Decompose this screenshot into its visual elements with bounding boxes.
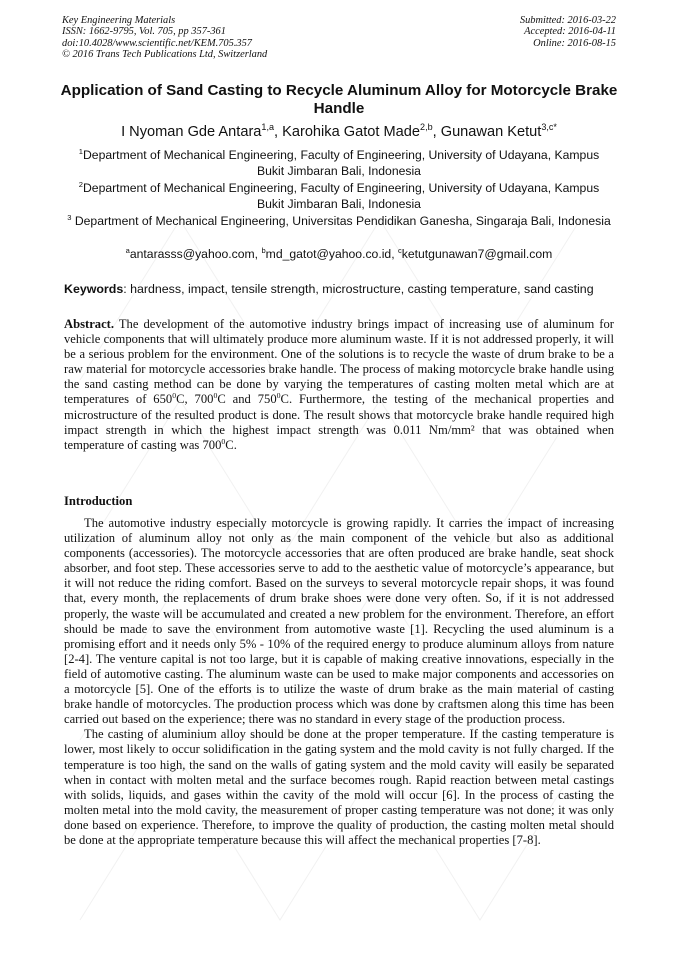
copyright-line: © 2016 Trans Tech Publications Ltd, Switzerland — [62, 49, 268, 61]
keywords-text: : hardness, impact, tensile strength, microstructure, casting temperature, sand casting — [123, 282, 594, 296]
affiliation-2 — [64, 181, 614, 212]
unit: C — [217, 392, 226, 407]
author-marker: 3,c* — [541, 122, 557, 133]
unit: C — [280, 392, 289, 407]
author-name: I Nyoman Gde Antara — [121, 124, 262, 140]
unit: C — [176, 392, 185, 407]
author-marker: 1,a — [261, 122, 274, 133]
doi-line: doi:10.4028/www.scientific.net/KEM.705.357 — [62, 37, 252, 49]
degree-superscript: 0 — [213, 391, 218, 401]
email-marker: a — [125, 245, 130, 255]
email-marker: b — [261, 245, 266, 255]
submission-dates — [520, 15, 616, 49]
paper-title: Application of Sand Casting to Recycle Aluminum Alloy for Motorcycle Brake Handle — [60, 82, 618, 117]
abstract-text: The development of the automotive industry brings impact of increasing use of aluminum for vehicle components that will ultimately produce more aluminum waste. If it is not addressed properly, it will be a serious problem for the environment. One of the solutions is to recycle the waste of drum brake to be a raw material for motorcycle accessories brake handle. The process of making motorcycle brake handle using the sand casting method can be done by varying the temperatures of casting molten metal which are at temperatures of 650 — [64, 317, 614, 407]
affiliation-1 — [64, 148, 614, 179]
author-name: Karohika Gatot Made — [282, 124, 421, 140]
affiliation-text: Department of Mechanical Engineering, Faculty of Engineering, University of Udayana, Kampus Bukit Jimbaran Bali, Indonesia — [82, 181, 600, 211]
affiliation-text: Department of Mechanical Engineering, Faculty of Engineering, University of Udayana, Kampus Bukit Jimbaran Bali, Indonesia — [82, 148, 600, 178]
paragraph: The casting of aluminium alloy should be done at the proper temperature. If the casting temperature is lower, most likely to occur solidification in the gating system and the mold cavity is not fully charged. If the temperature is too high, the sand on the walls of gating system and the mold cavity will easily be separated when in contact with molten metal and the surface becomes rough. Rapid reaction between metal castings with solids, liquids, and gases within the cavity of the mold will occur [6]. In the process of casting the molten metal into the mold cavity, the measurement of proper casting temperature was not done; it was only done based on experience. Therefore, to improve the quality of production, the casting molten metal should be done at the appropriate temperature because this will affect the mechanical properties [7-8]. — [64, 727, 614, 847]
affiliation-text: Department of Mechanical Engineering, Universitas Pendidikan Ganesha, Singaraja Bali, Indonesia — [71, 214, 611, 228]
unit: C — [225, 437, 234, 452]
abstract-text: . — [233, 437, 237, 452]
keywords — [64, 281, 614, 297]
author-list — [40, 123, 638, 141]
online-date: Online: 2016-08-15 — [533, 37, 616, 49]
degree-superscript: 0 — [221, 436, 226, 446]
author-marker: 2,b — [420, 122, 433, 133]
abstract-text: and 750 — [225, 392, 277, 407]
abstract-label: Abstract. — [64, 317, 115, 331]
affiliation-3 — [64, 214, 614, 230]
keywords-label: Keywords — [64, 282, 124, 296]
email-address: md_gatot@yahoo.co.id, — [265, 247, 398, 261]
journal-info — [62, 15, 267, 61]
email-address: ketutgunawan7@gmail.com — [401, 247, 553, 261]
author-emails — [64, 247, 614, 263]
affiliation-marker: 3 — [67, 212, 72, 222]
author-separator: , — [432, 124, 441, 140]
email-marker: c — [397, 245, 402, 255]
email-address: antarasss@yahoo.com, — [129, 247, 262, 261]
author-separator: , — [274, 124, 283, 140]
abstract-text: , 700 — [184, 392, 214, 407]
journal-name: Key Engineering Materials — [62, 15, 176, 26]
introduction-body — [64, 516, 614, 848]
affiliation-marker: 2 — [78, 179, 83, 189]
issn-line: ISSN: 1662-9795, Vol. 705, pp 357-361 — [62, 26, 226, 38]
author-name: Gunawan Ketut — [440, 124, 542, 140]
degree-superscript: 0 — [172, 391, 177, 401]
paragraph: The automotive industry especially motorcycle is growing rapidly. It carries the impact of increasing utilization of aluminum alloy not only as the main component of the vehicle but also as additional components (accessories). The motorcycle accessories that are often produced are brake handle, seat shock absorber, and foot step. These accessories serve to add to the aesthetic value of motorcycle’s appearance, but it will not reduce the riding comfort. Based on the surveys to several motorcycle repair shops, it was found that, every month, the replacements of drum brake shoes were done very often. So, if it is not addressed properly, the waste will be accumulated and created a new problem for the environment. Therefore, an effort should be made to save the environment from automotive waste [1]. Recycling the used aluminum is a promising effort and it needs only 5% - 10% of the required energy to produce aluminum alloys from nature [2-4]. The venture capital is not too large, but it is capable of making creative innovations, especially in the field of automotive casting. The aluminum waste can be used to make major components and accessories on a motorcycle [5]. One of the efforts is to utilize the waste of drum brake as the main material of casting brake handle of motorcycles. The production process which was done by craftsmen along this time has been carried out based on the experience; there was no standard in every stage of the production process. — [64, 516, 614, 727]
degree-superscript: 0 — [276, 391, 281, 401]
section-heading-introduction: Introduction — [64, 494, 133, 508]
affiliation-marker: 1 — [78, 146, 83, 156]
abstract-text: . Furthermore, the testing of the mechanical properties and microstructure of the resulted product is done. The result shows that motorcycle brake handle required high impact strength in which the highest impact strength was 0.011 Nm/mm² that was obtained when temperature of casting was 700 — [64, 392, 615, 452]
accepted-date: Accepted: 2016-04-11 — [524, 26, 616, 38]
abstract — [64, 317, 614, 453]
submitted-date: Submitted: 2016-03-22 — [519, 15, 616, 26]
